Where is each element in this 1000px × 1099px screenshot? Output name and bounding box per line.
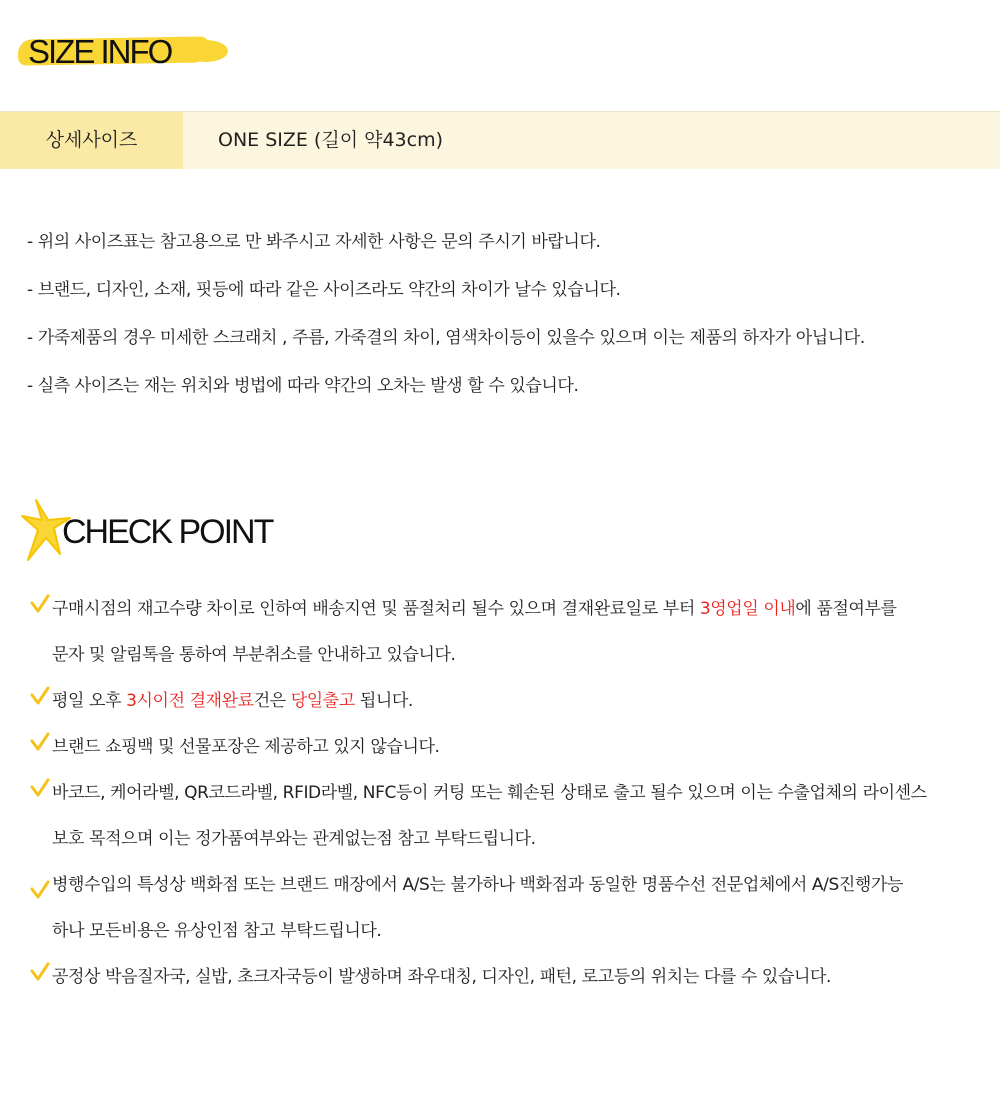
size-info-heading — [18, 30, 218, 74]
check-item — [30, 586, 995, 678]
check-point-heading — [20, 498, 320, 568]
checkmark-icon — [30, 686, 50, 706]
checkmark-icon — [30, 778, 50, 798]
size-note: - 가죽제품의 경우 미세한 스크래치 , 주름, 가죽결의 차이, 염색차이등이 있을수 있으며 이는 제품의 하자가 아닙니다. — [27, 328, 865, 348]
size-note: - 실측 사이즈는 재는 위치와 벙법에 따라 약간의 오차는 발생 할 수 있습니다. — [27, 376, 579, 396]
size-notes — [27, 226, 987, 418]
size-table-header: 상세사이즈 — [0, 112, 183, 169]
check-text: 평일 오후 — [52, 691, 127, 711]
check-text: 하나 모든비용은 유상인점 참고 부탁드립니다. — [52, 921, 382, 941]
checkmark-icon — [30, 880, 50, 900]
highlight-text: 당일출고 — [290, 691, 355, 711]
check-text: 브랜드 쇼핑백 및 선물포장은 제공하고 있지 않습니다. — [52, 737, 440, 757]
check-point-title: CHECK POINT — [62, 513, 273, 551]
check-text: 병행수입의 특성상 백화점 또는 브랜드 매장에서 A/S는 불가하나 백화점과 동일한 명품수선 전문업체에서 A/S진행가능 — [52, 875, 903, 895]
check-item — [30, 770, 995, 862]
check-point-list — [30, 586, 995, 1000]
checkmark-icon — [30, 962, 50, 982]
size-note: - 위의 사이즈표는 참고용으로 만 봐주시고 자세한 사항은 문의 주시기 바랍니다. — [27, 232, 601, 252]
check-text: 건은 — [253, 691, 291, 711]
size-info-title: SIZE INFO — [28, 33, 172, 70]
highlight-text: 3영업일 이내 — [699, 599, 796, 619]
check-text: 공정상 박음질자국, 실밥, 초크자국등이 발생하며 좌우대칭, 디자인, 패턴, 로고등의 위치는 다를 수 있습니다. — [52, 967, 832, 987]
highlight-text: 3시이전 결재완료 — [126, 691, 254, 711]
size-note: - 브랜드, 디자인, 소재, 핏등에 따라 같은 사이즈라도 약간의 차이가 날수 있습니다. — [27, 280, 621, 300]
check-text: 구매시점의 재고수량 차이로 인하여 배송지연 및 품절처리 될수 있으며 결재완료일로 부터 — [52, 599, 700, 619]
check-text: 에 품절여부를 — [795, 599, 897, 619]
check-text: 문자 및 알림톡을 통하여 부분취소를 안내하고 있습니다. — [52, 645, 456, 665]
check-item — [30, 724, 995, 770]
check-text: 됩니다. — [354, 691, 413, 711]
checkmark-icon — [30, 594, 50, 614]
check-text: 바코드, 케어라벨, QR코드라벨, RFID라벨, NFC등이 커팅 또는 훼손된 상태로 출고 될수 있으며 이는 수출업체의 라이센스 — [52, 783, 927, 803]
check-item — [30, 678, 995, 724]
size-table-value: ONE SIZE (길이 약43cm) — [218, 129, 443, 151]
yellow-brush-highlight-end — [184, 40, 228, 62]
checkmark-icon — [30, 732, 50, 752]
check-item — [30, 954, 995, 1000]
size-table — [0, 111, 1000, 169]
check-item — [30, 862, 995, 954]
check-text: 보호 목적으며 이는 정가품여부와는 관계없는점 참고 부탁드립니다. — [52, 829, 536, 849]
